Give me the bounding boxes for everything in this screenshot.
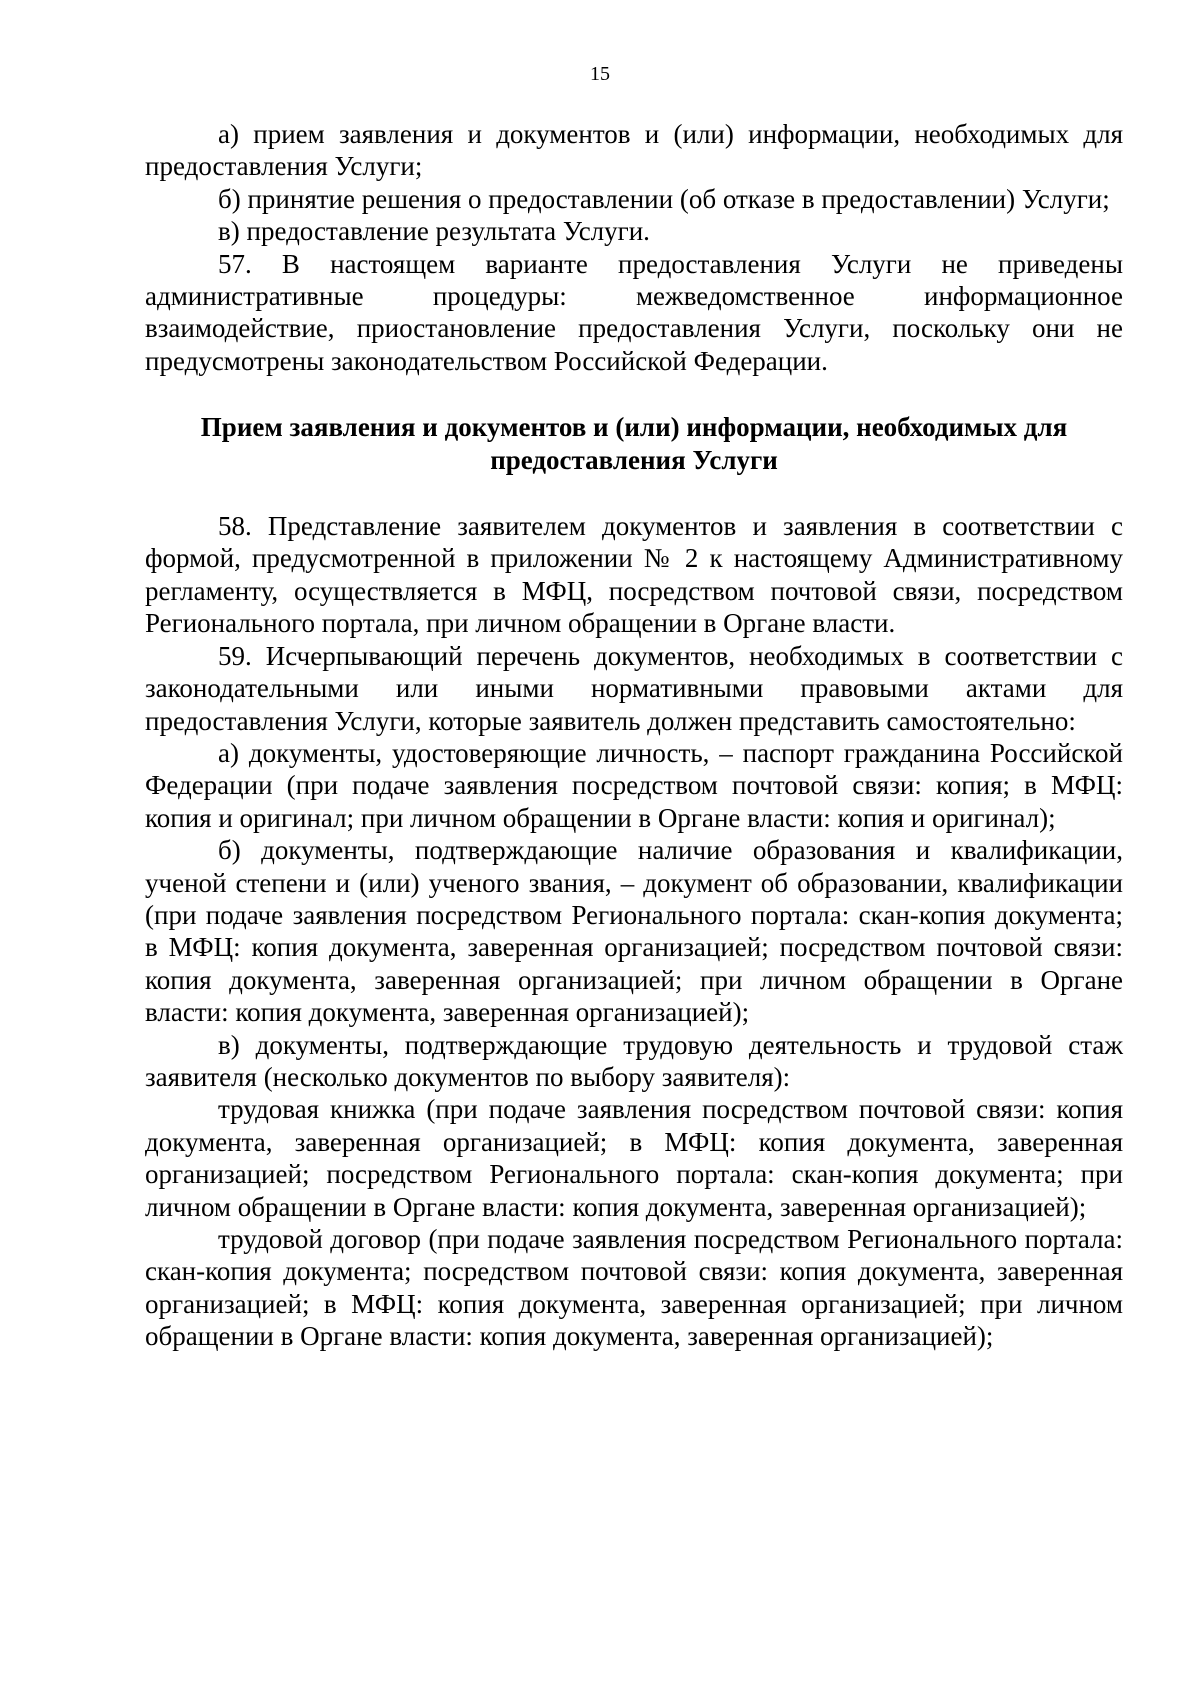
document-body	[145, 118, 1123, 1353]
paragraph-58: 58. Представление заявителем документов и заявления в соответствии с формой, предусмотренной в приложении № 2 к настоящему Административному регламенту, осуществляется в МФЦ, посредством почтовой связи, посредством Регионального портала, при личном обращении в Органе власти.	[145, 511, 1123, 639]
paragraph-59-v: в) документы, подтверждающие трудовую деятельность и трудовой стаж заявителя (несколько документов по выбору заявителя):	[145, 1029, 1123, 1092]
paragraph-59-a: а) документы, удостоверяющие личность, – паспорт гражданина Российской Федерации (при подаче заявления посредством почтовой связи: копия; в МФЦ: копия и оригинал; при личном обращении в Органе власти: копия и оригинал);	[145, 737, 1123, 833]
paragraph-item-a: а) прием заявления и документов и (или) информации, необходимых для предоставления Услуги;	[145, 119, 1123, 182]
section-heading: Прием заявления и документов и (или) информации, необходимых для предоставления Услуги	[200, 412, 1068, 475]
page-number: 15	[590, 63, 610, 85]
paragraph-59-b: б) документы, подтверждающие наличие образования и квалификации, ученой степени и (или) ученого звания, – документ об образовании, квалификации (при подаче заявления посредством Регионального портала: скан-копия документа; в МФЦ: копия документа, заверенная организацией; посредством почтовой связи: копия документа, заверенная организацией; при личном обращении в Органе власти: копия документа, заверенная организацией);	[145, 835, 1123, 1028]
paragraph-labor-book: трудовая книжка (при подаче заявления посредством почтовой связи: копия документа, заверенная организацией; в МФЦ: копия документа, заверенная организацией; посредством Регионального портала: скан-копия документа; при личном обращении в Органе власти: копия документа, заверенная организацией);	[145, 1094, 1123, 1222]
paragraph-item-v: в) предоставление результата Услуги.	[218, 216, 650, 247]
paragraph-labor-contract: трудовой договор (при подаче заявления посредством Регионального портала: скан-копия документа; посредством почтовой связи: копия документа, заверенная организацией; в МФЦ: копия документа, заверенная организацией; при личном обращении в Органе власти: копия документа, заверенная организацией);	[145, 1224, 1123, 1352]
paragraph-item-b: б) принятие решения о предоставлении (об отказе в предоставлении) Услуги;	[218, 183, 1110, 214]
paragraph-57: 57. В настоящем варианте предоставления Услуги не приведены административные процедуры: межведомственное информационное взаимодействие, приостановление предоставления Услуги, поскольку они не предусмотрены законодательством Российской Федерации.	[145, 248, 1123, 376]
paragraph-59: 59. Исчерпывающий перечень документов, необходимых в соответствии с законодательными или иными нормативными правовыми актами для предоставления Услуги, которые заявитель должен представить самостоятельно:	[145, 640, 1123, 736]
